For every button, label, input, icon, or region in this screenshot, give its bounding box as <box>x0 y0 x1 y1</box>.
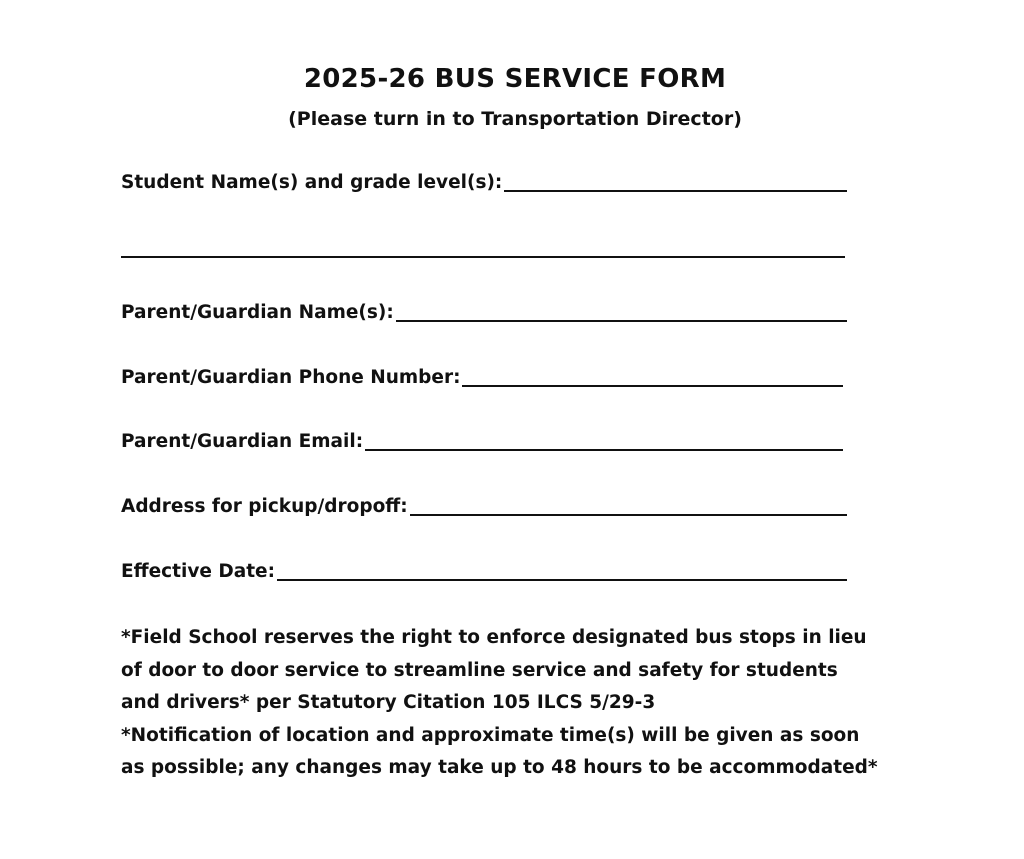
parent-name-field <box>121 302 847 324</box>
effective-date-label: Effective Date: <box>121 561 275 582</box>
parent-email-blank[interactable] <box>365 431 843 451</box>
effective-date-blank[interactable] <box>277 561 847 581</box>
form-title: 2025-26 BUS SERVICE FORM <box>303 64 727 94</box>
address-field <box>121 496 847 518</box>
parent-phone-field <box>121 367 843 389</box>
parent-phone-label: Parent/Guardian Phone Number: <box>121 367 461 388</box>
bus-stop-note: *Field School reserves the right to enforce designated bus stops in lieu of door to door service to streamline service and safety for students and drivers* per Statutory Citation 105 ILCS 5/29-3 <box>121 627 867 714</box>
address-blank[interactable] <box>410 496 847 516</box>
parent-phone-blank[interactable] <box>462 367 843 387</box>
effective-date-field <box>121 561 847 583</box>
parent-name-blank[interactable] <box>396 302 847 322</box>
student-name-label: Student Name(s) and grade level(s): <box>121 172 503 193</box>
student-name-blank[interactable] <box>504 172 847 192</box>
form-subtitle: (Please turn in to Transportation Director) <box>288 108 742 130</box>
student-name-extra-blank[interactable] <box>121 256 845 258</box>
address-label: Address for pickup/dropoff: <box>121 496 408 517</box>
notification-note: *Notification of location and approximate time(s) will be given as soon as possible; any changes may take up to 48 hours to be accommodated* <box>121 724 878 779</box>
form-notes <box>121 622 881 785</box>
parent-email-field <box>121 431 843 453</box>
parent-name-label: Parent/Guardian Name(s): <box>121 302 394 323</box>
student-name-field <box>121 172 847 194</box>
parent-email-label: Parent/Guardian Email: <box>121 431 364 452</box>
